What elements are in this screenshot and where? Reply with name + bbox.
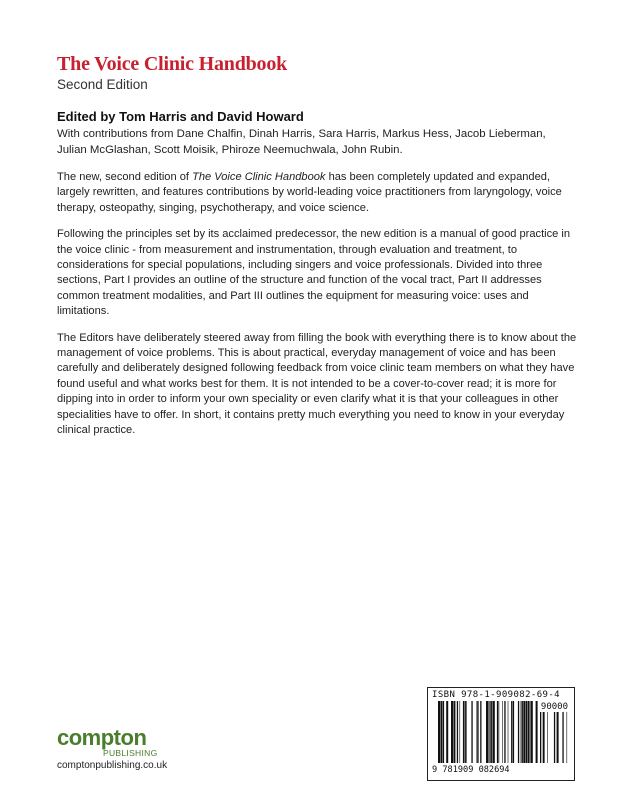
barcode-stripe xyxy=(463,701,464,763)
barcode-stripe xyxy=(554,712,555,763)
barcode-stripe xyxy=(562,712,563,763)
isbn-label: ISBN 978-1-909082-69-4 xyxy=(432,690,561,700)
barcode-stripe xyxy=(504,701,505,763)
book-title: The Voice Clinic Handbook xyxy=(57,53,288,75)
blurb xyxy=(57,170,577,450)
barcode-stripe xyxy=(440,701,442,763)
barcode-digits: 9 781909 082694 xyxy=(432,765,510,775)
barcode-stripe xyxy=(531,701,533,763)
paragraph-1-rest: has been completely updated and expanded, largely rewritten, and features contributions by world-leading voice practitioners from laryngology, voice therapy, osteopathy, singing, psychotherapy, and voice science. xyxy=(57,171,562,214)
contributors-line: With contributions from Dane Chalfin, Dinah Harris, Sara Harris, Markus Hess, Jacob Lieberman, Julian McGlashan, Scott Moisik, Phiroze Neemuchwala, John Rubin. xyxy=(57,128,546,156)
price-code: 90000 xyxy=(540,702,568,712)
barcode-stripe xyxy=(451,701,453,763)
barcode-stripe xyxy=(457,701,458,763)
barcode-stripe xyxy=(567,712,568,763)
barcode-stripe xyxy=(489,701,490,763)
barcode-stripe xyxy=(511,701,512,763)
barcode-stripe xyxy=(543,712,544,763)
barcode-stripe xyxy=(465,701,466,763)
barcode-stripe xyxy=(547,712,548,763)
isbn-barcode xyxy=(427,687,575,781)
barcode-stripe xyxy=(536,701,538,763)
paragraph-1-intro: The new, second edition of xyxy=(57,171,193,183)
barcode-stripe xyxy=(466,701,467,763)
barcode-stripe xyxy=(540,712,541,763)
barcode-stripe xyxy=(557,712,559,763)
paragraph-2: Following the principles set by its acclaimed predecessor, the new edition is a manual of good practice in the voice clinic - from measurement and instrumentation, through evaluation and treatment, to considerations for special populations, including singers and voice professionals. Divided into three sections, Part I provides an outline of the structure and function of the vocal tract, Part II addresses common treatment modalities, and Part III outlines the equipment for measuring voice: uses and limitations. xyxy=(57,228,571,318)
barcode-stripe xyxy=(443,701,444,763)
barcode-stripe xyxy=(488,701,489,763)
barcode-stripe xyxy=(518,701,519,763)
barcode-stripe xyxy=(480,701,481,763)
barcode-stripe xyxy=(486,701,488,763)
barcode-stripe xyxy=(508,701,509,763)
paragraph-1-book-title: The Voice Clinic Handbook xyxy=(192,171,326,183)
barcode-bars xyxy=(438,701,538,763)
barcode-stripe xyxy=(491,701,492,763)
barcode-stripe xyxy=(438,701,440,763)
barcode-stripe xyxy=(446,701,448,763)
barcode-stripe xyxy=(477,701,478,763)
barcode-addon-bars xyxy=(540,712,568,763)
publisher-logo xyxy=(57,727,158,758)
barcode-stripe xyxy=(453,701,455,763)
barcode-stripe xyxy=(478,701,479,763)
barcode-stripe xyxy=(499,701,500,763)
publisher-website: comptonpublishing.co.uk xyxy=(57,760,168,771)
publisher-logo-name: compton xyxy=(57,725,147,750)
barcode-stripe xyxy=(527,701,529,763)
barcode-stripe xyxy=(522,701,523,763)
publisher-logo-sub: PUBLISHING xyxy=(103,748,158,758)
barcode-stripe xyxy=(523,701,525,763)
barcode-stripe xyxy=(460,701,461,763)
barcode-stripe xyxy=(502,701,503,763)
paragraph-1 xyxy=(57,170,577,216)
barcode-stripe xyxy=(497,701,498,763)
barcode-stripe xyxy=(493,701,495,763)
editors-line: Edited by Tom Harris and David Howard xyxy=(57,109,304,124)
barcode-stripe xyxy=(530,701,531,763)
paragraph-3: The Editors have deliberately steered away from filling the book with everything there is to know about the management of voice problems. This is about practical, everyday management of voice and has been carefully and deliberately designed following feedback from voice clinic team members on what they have found useful and what works best for them. It is not intended to be a cover-to-cover read; it is more for dipping into in order to inform your own speciality or even clarify what it is that your colleagues in other specialities have to offer. In short, it contains pretty much everything you need to know in your everyday clinical practice. xyxy=(57,331,577,437)
barcode-stripe xyxy=(513,701,514,763)
barcode-stripe xyxy=(471,701,472,763)
barcode-stripe xyxy=(544,712,545,763)
barcode-stripe xyxy=(526,701,527,763)
edition-label: Second Edition xyxy=(57,77,148,92)
barcode-stripe xyxy=(521,701,522,763)
